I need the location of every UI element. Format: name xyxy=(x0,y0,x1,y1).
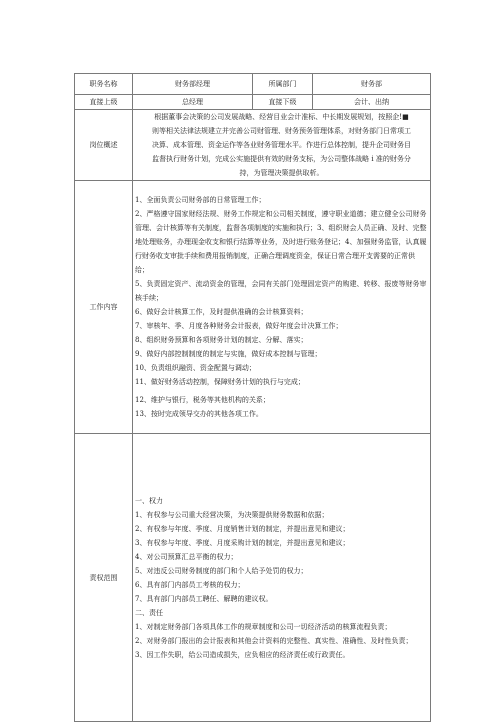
duty-item: 9、做好内部控制制度的制定与实施，做好成本控制与管理； xyxy=(135,350,322,358)
label-job-title: 职务名称 xyxy=(75,74,133,95)
duty-item: 2、严格遵守国家财经法规、财务工作规定和公司相关制度，遵守职业道德；建立健全公司财务管理、会计核算等有关制度，监督各项制度的实施和执行；3、组织财会人员正确、及时、完整地处理账务，办理现金收支和银行结算等业务，及时进行账务登记；4、加强财务监管，认真履行财务收支审批手续和费用报销制度，正确合理调度资金，保证日常合理开支需要的正常供给； xyxy=(135,210,427,274)
duties-list xyxy=(133,181,431,434)
row-duties xyxy=(75,181,431,434)
overview-line: 决算、成本管理、资金运作等各业财务管理水平。作进行总体控制，提升企司财务目 xyxy=(152,141,411,149)
overview-line: 监督执行财务计划，完成公实施提供有效的财务支标，为公司整体战略 i 准的财务分 xyxy=(152,155,411,163)
row-overview xyxy=(75,110,431,181)
duty-item: 5、负责固定资产、流动资金的管理，会同有关部门处理固定资产的购建、转移、报废等财务审核手续； xyxy=(135,280,427,302)
label-department: 所属部门 xyxy=(253,74,313,95)
authority-item: 2、有权参与年度、季度、月度销售计划的制定，并提出意见和建议； xyxy=(135,524,350,533)
value-direct-subordinate: 会计、出纳 xyxy=(313,95,431,110)
value-department: 财务部 xyxy=(313,74,431,95)
authority-heading: 一、权力 xyxy=(135,496,163,505)
duty-item: 11、做好财务活动控制，保障财务计划的执行与完成； xyxy=(135,378,305,386)
authority-item: 4、对公司预算汇总平衡的权力； xyxy=(135,552,238,561)
label-duties: 工作内容 xyxy=(75,181,133,434)
overview-line: 根据董事会决策的公司发展战略、经营目业会计准标、中长期发展规划，按照企!■ xyxy=(154,113,409,121)
row-authority xyxy=(75,434,431,722)
responsibility-item: 3、因工作失职，给公司造成损失，应负相应的经济责任或行政责任。 xyxy=(135,650,350,659)
authority-item: 5、对违反公司财务制度的部门和个人给予处罚的权力； xyxy=(135,566,308,575)
label-overview: 岗位概述 xyxy=(75,110,133,181)
responsibility-item: 1、对制定财务部门各项具体工作的规章制度和公司一切经济活动的核算流程负责； xyxy=(135,622,392,631)
duty-item: 7、审核年、季、月度各种财务会计报表，做好年度会计决算工作； xyxy=(135,322,343,330)
overview-line: 持，为管理决策提供取析。 xyxy=(239,169,324,177)
authority-item: 3、有权参与年度、季度、月度采购计划的制定，并提出意见和建议； xyxy=(135,538,350,547)
label-authority: 责权范围 xyxy=(75,434,133,722)
authority-list xyxy=(133,434,431,722)
label-direct-subordinate: 直接下级 xyxy=(253,95,313,110)
duty-item: 8、组织财务预算和各项财务计划的制定、分解、落实； xyxy=(135,336,308,344)
responsibility-item: 2、对财务部门报出的会计报表和其他会计资料的完整性、真实性、准确性、及时性负责； xyxy=(135,636,413,645)
label-direct-superior: 直接上级 xyxy=(75,95,133,110)
job-description-table xyxy=(74,73,431,722)
duty-item: 12、维护与银行，税务等其他机构的关系； xyxy=(135,396,270,404)
row-title-dept xyxy=(75,74,431,95)
duty-item: 13、按时完成领导交办的其他各项工作。 xyxy=(135,410,263,418)
value-job-title: 财务部经理 xyxy=(133,74,253,95)
value-direct-superior: 总经理 xyxy=(133,95,253,110)
authority-item: 6、具有部门内部员工考核的权力； xyxy=(135,580,245,589)
duty-item: 10、负责组织融资、资金配置与调动； xyxy=(135,364,256,372)
duty-item: 6、做好会计核算工作，及时提供准确的会计核算资料； xyxy=(135,308,308,316)
row-superior-subordinate xyxy=(75,95,431,110)
overview-line: 则等相关法律法规建立并完善公司财管理、财务预务管理体系，对财务部门日常项工 xyxy=(152,127,411,135)
duty-item: 1、全面负责公司财务部的日常管理工作； xyxy=(135,196,266,204)
authority-item: 1、有权参与公司重大经营决策，为决策提供财务数据和依据； xyxy=(135,510,329,519)
responsibility-heading: 二、责任 xyxy=(135,608,163,617)
overview-text xyxy=(133,110,431,181)
authority-item: 7、具有部门内部员工聘任、解聘的建议权。 xyxy=(135,594,273,603)
